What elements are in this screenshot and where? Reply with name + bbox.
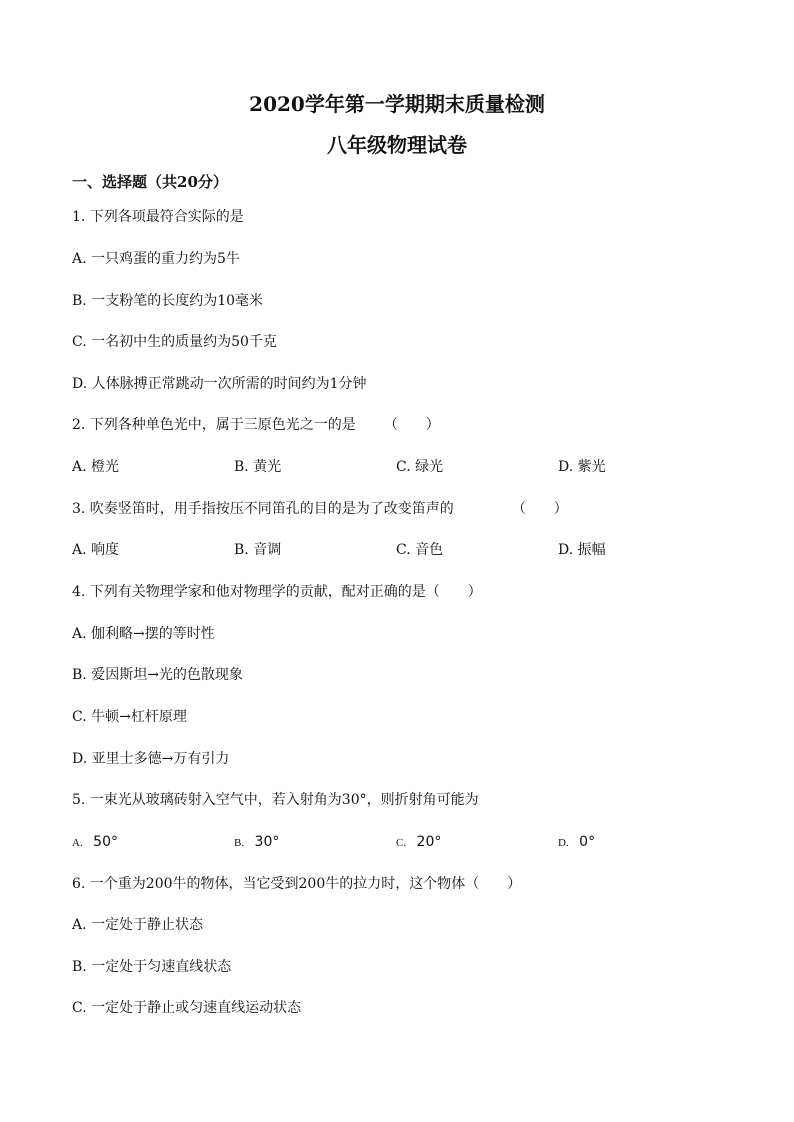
option-letter: B. xyxy=(234,837,245,849)
exam-title: 2020学年第一学期期末质量检测 xyxy=(249,92,545,116)
option-value: 30° xyxy=(254,834,280,850)
option-letter: C. xyxy=(396,837,407,849)
question-5-option-b xyxy=(234,832,279,853)
question-3-option-b: B. 音调 xyxy=(234,542,282,558)
question-2-option-c: C. 绿光 xyxy=(396,459,444,475)
question-3-option-c: C. 音色 xyxy=(396,542,444,558)
question-5-option-d xyxy=(558,832,595,853)
exam-subtitle: 八年级物理试卷 xyxy=(327,133,467,157)
question-3-option-a: A. 响度 xyxy=(72,542,120,558)
option-value: 0° xyxy=(579,834,596,850)
question-5-stem: 5. 一束光从玻璃砖射入空气中，若入射角为30°，则折射角可能为 xyxy=(72,792,479,808)
section-heading: 一、选择题（共20分） xyxy=(72,173,228,191)
question-3-stem-text: 3. 吹奏竖笛时，用手指按压不同笛孔的目的是为了改变笛声的 xyxy=(72,501,454,517)
question-1-option-c: C. 一名初中生的质量约为50千克 xyxy=(72,334,277,350)
question-4-option-a: A. 伽利略→摆的等时性 xyxy=(72,626,215,642)
question-6-option-a: A. 一定处于静止状态 xyxy=(72,917,204,933)
answer-parentheses: （ ） xyxy=(383,417,440,433)
question-3-stem xyxy=(72,499,568,519)
question-5-option-a xyxy=(72,832,118,853)
question-4-stem: 4. 下列有关物理学家和他对物理学的贡献，配对正确的是（ ） xyxy=(72,584,482,600)
question-4-option-d: D. 亚里士多德→万有引力 xyxy=(72,751,230,767)
question-3-option-d: D. 振幅 xyxy=(558,542,606,558)
question-1-option-a: A. 一只鸡蛋的重力约为5牛 xyxy=(72,251,240,267)
question-4-option-b: B. 爱因斯坦→光的色散现象 xyxy=(72,667,243,683)
question-5-option-c xyxy=(396,832,441,853)
question-1-option-d: D. 人体脉搏正常跳动一次所需的时间约为1分钟 xyxy=(72,376,367,392)
question-6-option-c: C. 一定处于静止或匀速直线运动状态 xyxy=(72,1000,302,1016)
option-letter: A. xyxy=(72,837,83,849)
answer-parentheses: （ ） xyxy=(511,501,568,517)
question-6-stem: 6. 一个重为200牛的物体，当它受到200牛的拉力时，这个物体（ ） xyxy=(72,876,522,892)
question-1-stem: 1. 下列各项最符合实际的是 xyxy=(72,209,244,225)
question-1-option-b: B. 一支粉笔的长度约为10毫米 xyxy=(72,293,264,309)
question-2-option-a: A. 橙光 xyxy=(72,459,120,475)
option-value: 20° xyxy=(416,834,442,850)
option-value: 50° xyxy=(93,834,118,850)
question-2-stem-text: 2. 下列各种单色光中，属于三原色光之一的是 xyxy=(72,417,356,433)
question-4-option-c: C. 牛顿→杠杆原理 xyxy=(72,709,187,725)
question-6-option-b: B. 一定处于匀速直线状态 xyxy=(72,959,232,975)
question-2-option-d: D. 紫光 xyxy=(558,459,606,475)
question-2-stem xyxy=(72,415,440,435)
option-letter: D. xyxy=(558,837,569,849)
question-2-option-b: B. 黄光 xyxy=(234,459,282,475)
